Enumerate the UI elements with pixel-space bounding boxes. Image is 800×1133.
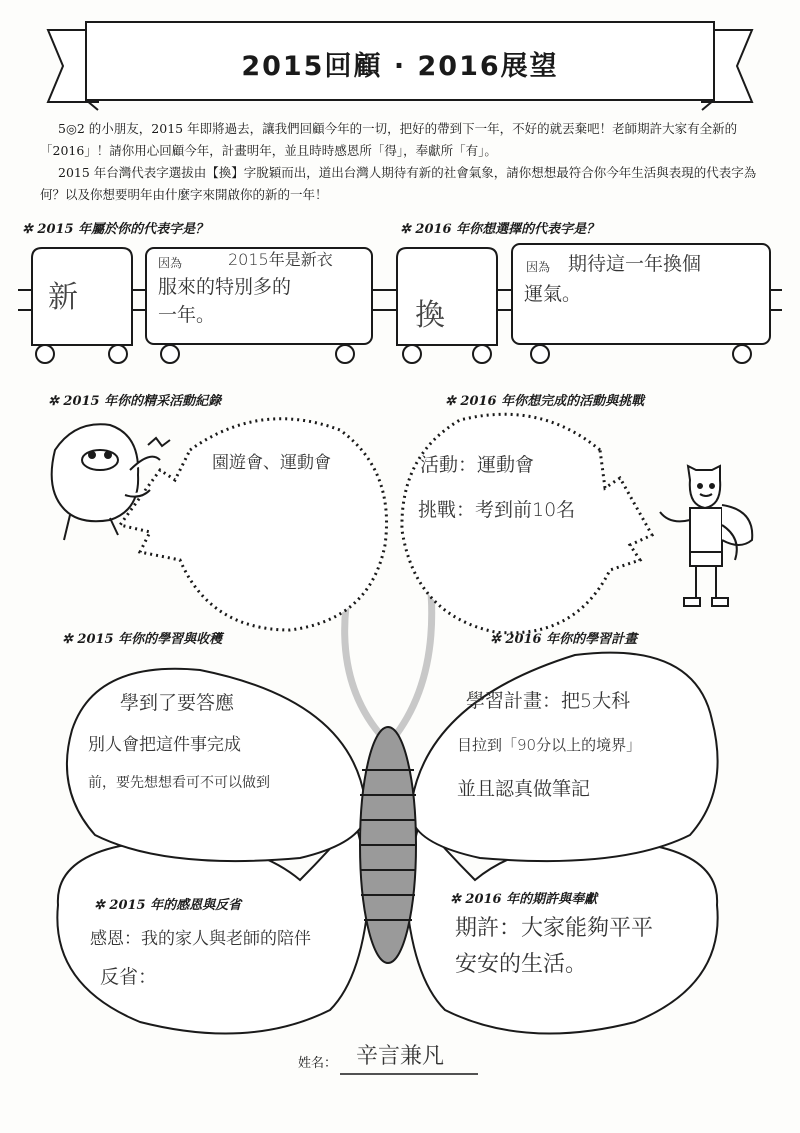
reason-2015-line1: 2015年是新衣 xyxy=(228,250,333,269)
section-learning-2015: ✲ 2015 年你的學習與收穫 xyxy=(62,632,223,647)
reason-2015-line3: 一年。 xyxy=(158,304,216,326)
finn-character-illustration xyxy=(660,466,752,606)
activity-2016-line1: 活動：運動會 xyxy=(420,454,535,476)
gratitude-2015-line2: 反省： xyxy=(100,966,158,988)
section-word-2015: ✲ 2015 年屬於你的代表字是？ xyxy=(22,222,209,237)
hope-2016-line2: 安安的生活。 xyxy=(455,952,588,977)
butterfly-body xyxy=(360,727,416,963)
activity-2015-text: 園遊會、運動會 xyxy=(212,453,331,473)
hope-2016-line1: 期許：大家能夠平平 xyxy=(455,916,654,941)
section-word-2016: ✲ 2016 年你想選擇的代表字是？ xyxy=(400,222,600,237)
learning-2016-line1: 學習計畫：把5大科 xyxy=(466,690,631,712)
intro-paragraph-2: 2015 年台灣代表字選拔由【換】字脫穎而出，道出台灣人期待有新的社會氣象，請你想想最符合你今年生活與表現的代表字為何？以及你想要明年由什麼字來開啟你的新的一年！ xyxy=(40,165,757,202)
star-icon: ✲ xyxy=(490,632,506,647)
learning-2015-line2: 別人會把這件事完成 xyxy=(88,735,241,755)
gratitude-2015-line1: 感恩：我的家人與老師的陪伴 xyxy=(90,929,311,949)
page-title: 2015回顧 · 2016展望 xyxy=(241,51,559,82)
star-icon: ✲ xyxy=(62,632,78,647)
reason-2016-prefix: 因為 xyxy=(526,260,551,274)
section-activity-2015: ✲ 2015 年你的精采活動紀錄 xyxy=(48,394,222,409)
name-label: 姓名： xyxy=(298,1056,338,1071)
star-icon: ✲ xyxy=(400,222,416,237)
section-gratitude-2015: ✲ 2015 年的感恩與反省 xyxy=(94,898,242,913)
reason-2015-prefix: 因為 xyxy=(158,256,183,270)
learning-2016-line3: 並且認真做筆記 xyxy=(457,778,591,800)
star-icon: ✲ xyxy=(450,892,466,907)
reason-2015-line2: 服來的特別多的 xyxy=(158,276,292,298)
section-learning-2016: ✲ 2016 年你的學習計畫 xyxy=(490,632,638,647)
activity-2016-line2: 挑戰：考到前10名 xyxy=(418,499,576,521)
intro-paragraph-1: 5◎2 的小朋友，2015 年即將過去，讓我們回顧今年的一切，把好的帶到下一年，不好的就丟棄吧！老師期許大家有全新的「2016」！請你用心回顧今年，計畫明年，並且時時感恩所「得」，奉獻所「有」。 xyxy=(40,121,738,158)
section-hope-2016: ✲ 2016 年的期許與奉獻 xyxy=(450,892,598,907)
name-value: 辛言兼凡 xyxy=(356,1044,445,1069)
learning-2016-line2: 目拉到「90分以上的境界」 xyxy=(457,736,642,754)
intro-text xyxy=(40,118,775,206)
star-icon: ✲ xyxy=(22,222,38,237)
star-icon: ✲ xyxy=(48,394,64,409)
reason-2016-line2: 運氣。 xyxy=(524,283,582,305)
word-2015-value: 新 xyxy=(48,280,78,315)
butterfly-antennae xyxy=(345,580,432,740)
learning-2015-line1: 學到了要答應 xyxy=(120,692,235,714)
star-icon: ✲ xyxy=(94,898,110,913)
section-activity-2016: ✲ 2016 年你想完成的活動與挑戰 xyxy=(445,394,645,409)
reason-2016-line1: 期待這一年換個 xyxy=(568,253,702,275)
word-2016-value: 換 xyxy=(415,298,445,333)
star-icon: ✲ xyxy=(445,394,461,409)
learning-2015-line3: 前，要先想想看可不可以做到 xyxy=(88,775,270,791)
